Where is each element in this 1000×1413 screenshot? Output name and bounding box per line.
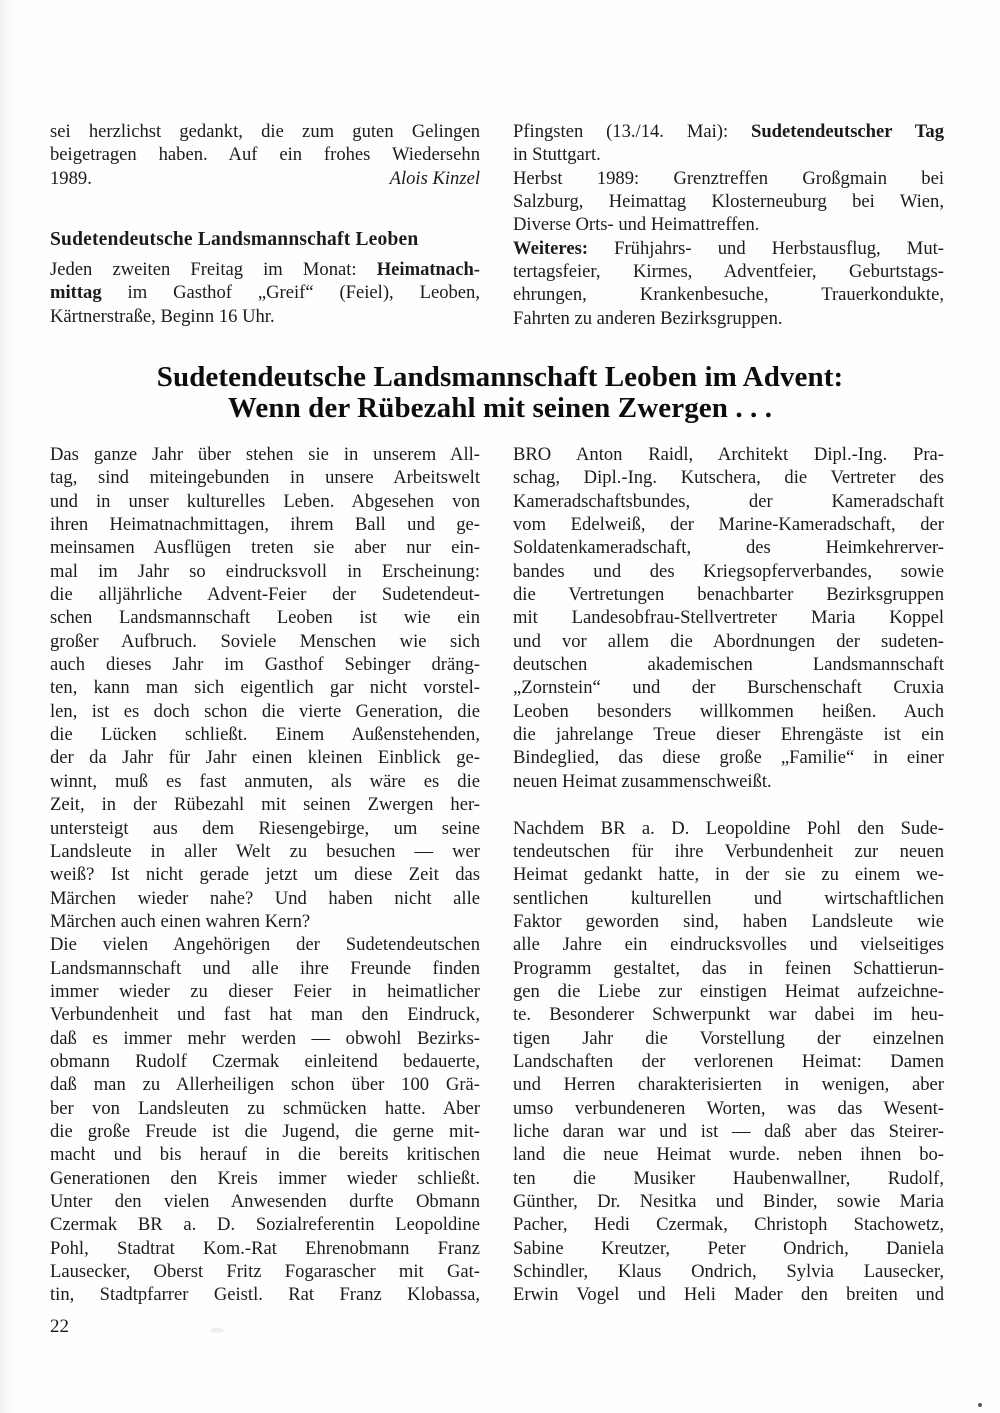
text-line: beigetragen haben. Auf ein frohes Wiedersehn xyxy=(50,144,480,166)
text-run: Jeden zweiten Freitag im Monat: xyxy=(50,259,377,280)
text-line: Das ganze Jahr über stehen sie in unserem All- xyxy=(50,444,480,465)
scan-artifact-left-band xyxy=(0,0,14,1413)
bold-text-run: Heimatnach- xyxy=(376,259,480,280)
text-line: ber von Landsleuten zu schmücken hatte. Aber xyxy=(50,1097,480,1119)
text-line: winnt, muß es fast anmuten, als wäre es die xyxy=(50,770,480,792)
text-line: obmann Rudolf Czermak einleitend bedauerte, xyxy=(50,1050,480,1072)
text-line xyxy=(50,167,480,190)
text-line: Märchen auch einen wahren Kern? xyxy=(50,910,311,932)
text-line xyxy=(50,258,480,281)
text-line: Soldatenkameradschaft, des Heimkehrerver- xyxy=(513,537,944,559)
text-run: Frühjahrs- und Herbstausflug, Mut- xyxy=(588,237,944,259)
text-line: schag, Dipl.-Ing. Kutschera, die Vertreter des xyxy=(513,467,944,489)
text-run: im Gasthof „Greif“ (Feiel), Leoben, xyxy=(101,282,480,304)
text-line: ehrungen, Krankenbesuche, Trauerkondukte, xyxy=(513,284,944,306)
text-line xyxy=(513,237,944,260)
text-line: te. Besonderer Schwerpunkt war dabei im heu- xyxy=(513,1004,944,1026)
text-line: immer wieder zu dieser Feier in heimatlicher xyxy=(50,980,480,1002)
bold-text-run: mittag xyxy=(50,282,102,304)
signature-name: Alois Kinzel xyxy=(389,167,480,189)
text-line: Landschaften der verlorenen Heimat: Damen xyxy=(513,1050,944,1072)
text-line: Bindeglied, das diese große „Familie“ in einer xyxy=(513,747,944,769)
text-line: ihren Heimatnachmittagen, ihrem Ball und ge- xyxy=(50,514,480,536)
text-line: Günther, Dr. Nesitka und Binder, sowie Maria xyxy=(513,1191,944,1212)
text-line: auch dieses Jahr im Gasthof Sebinger dräng- xyxy=(50,654,480,676)
text-line: Fahrten zu anderen Bezirksgruppen. xyxy=(513,307,783,329)
text-line xyxy=(513,120,944,143)
text-line: land die neue Heimat wurde. neben ihnen bo- xyxy=(513,1144,944,1166)
text-line: Erwin Vogel und Heli Mader den breiten und xyxy=(513,1284,944,1306)
text-line: und Herren charakterisierten in wenigen, aber xyxy=(513,1074,944,1096)
text-line: ten, kann man sich eigentlich gar nicht vorstel- xyxy=(50,677,480,699)
text-line: mit Landesobfrau-Stellvertreter Maria Koppel xyxy=(513,607,944,629)
text-line: meinsamen Ausflügen treten sie aber nur ein- xyxy=(50,537,480,559)
meeting-info-paragraph xyxy=(50,258,480,328)
text-line: die alljährliche Advent-Feier der Sudetendeut- xyxy=(50,584,480,606)
text-line: sentlichen kulturellen und wirtschaftlichen xyxy=(513,887,944,909)
text-line: Landsleute in aller Welt zu besuchen — wer xyxy=(50,840,480,862)
text-line: Nachdem BR a. D. Leopoldine Pohl den Sude- xyxy=(513,817,944,839)
text-line: der da Jahr für Jahr einen kleinen Einblick ge- xyxy=(50,747,480,769)
text-line: Pohl, Stadtrat Kom.-Rat Ehrenobmann Franz xyxy=(50,1237,480,1259)
text-line xyxy=(50,281,480,304)
text-line: ten die Musiker Haubenwallner, Rudolf, xyxy=(513,1167,944,1189)
text-line: die Lücken schließt. Einem Außenstehenden, xyxy=(50,724,480,746)
scan-artifact-smudge xyxy=(210,1328,224,1333)
text-line: weiß? Ist nicht gerade jetzt um diese Zeit das xyxy=(50,864,480,886)
text-line: untersteigt aus dem Riesengebirge, um seine xyxy=(50,817,480,839)
text-line: Landsmannschaft und alle ihre Freunde finden xyxy=(50,957,480,979)
page-number: 22 xyxy=(50,1316,69,1337)
text-line: Kameradschaftsbundes, der Kameradschaft xyxy=(513,490,944,512)
text-line: tendeutschen für ihre Verbundenheit zur neuen xyxy=(513,840,944,862)
text-line: tin, Stadtpfarrer Geistl. Rat Franz Klobassa, xyxy=(50,1284,480,1306)
text-line: Sabine Kreutzer, Peter Ondrich, Daniela xyxy=(513,1237,944,1259)
text-line: Pacher, Hedi Czermak, Christoph Stachowetz, xyxy=(513,1214,944,1236)
article-headline xyxy=(0,362,1000,424)
text-line: BRO Anton Raidl, Architekt Dipl.-Ing. Pra- xyxy=(513,444,944,465)
text-line: Diverse Orts- und Heimattreffen. xyxy=(513,214,760,236)
text-line: und vor allem die Abordnungen der sudeten- xyxy=(513,630,944,652)
text-line: Lausecker, Oberst Fritz Fogarascher mit Gat- xyxy=(50,1261,480,1283)
events-paragraph xyxy=(513,120,944,330)
text-line: gen die Liebe zur einstigen Heimat aufzeichne- xyxy=(513,980,944,1002)
text-line: die jahrelange Treue dieser Ehrengäste ist ein xyxy=(513,724,944,746)
closing-paragraph xyxy=(50,120,480,190)
text-line: Czermak BR a. D. Sozialreferentin Leopoldine xyxy=(50,1214,480,1236)
text-line: sei herzlichst gedankt, die zum guten Gelingen xyxy=(50,121,480,142)
article-headline-line1: Sudetendeutsche Landsmannschaft Leoben im Advent: xyxy=(156,361,844,393)
text-line: daß man zu Allerheiligen schon über 100 Grä- xyxy=(50,1074,480,1096)
text-line: Herbst 1989: Grenztreffen Großgmain bei xyxy=(513,167,944,189)
text-line: neuen Heimat zusammenschweißt. xyxy=(513,770,772,792)
text-line: die große Freude ist die Jugend, die gerne mit- xyxy=(50,1120,480,1142)
text-line: Leoben besonders willkommen heißen. Auch xyxy=(513,700,944,722)
text-line: Unter den vielen Anwesenden durfte Obmann xyxy=(50,1191,480,1212)
article-column-right xyxy=(513,443,944,1307)
bold-text-run: Weiteres: xyxy=(513,237,589,259)
text-line: Salzburg, Heimattag Klosterneuburg bei Wien, xyxy=(513,191,944,213)
article-column-left xyxy=(50,443,480,1307)
text-line: Die vielen Angehörigen der Sudetendeutschen xyxy=(50,934,480,956)
text-line: macht und bis herauf in die bereits kritischen xyxy=(50,1144,480,1166)
text-line: Generationen den Kreis immer wieder schließt. xyxy=(50,1167,480,1189)
text-line: „Zornstein“ und der Burschenschaft Cruxia xyxy=(513,677,944,699)
text-line: Verbundenheit und fast hat man den Eindruck, xyxy=(50,1004,480,1026)
text-line: len, ist es doch schon die vierte Generation, die xyxy=(50,700,480,722)
text-line: Märchen wieder nahe? Und haben nicht alle xyxy=(50,887,480,909)
bold-text-run: Sudetendeutscher Tag xyxy=(751,121,944,142)
text-line: deutschen akademischen Landsmannschaft xyxy=(513,654,944,676)
text-line: Faktor geworden sind, haben Landsleute wie xyxy=(513,910,944,932)
text-line: liche daran war und ist — daß aber das Steirer- xyxy=(513,1120,944,1142)
text-line: großer Aufbruch. Soviele Menschen wie sich xyxy=(50,630,480,652)
scan-artifact-speck xyxy=(978,1403,982,1407)
text-line: tertagsfeier, Kirmes, Adventfeier, Geburtstags- xyxy=(513,261,944,283)
text-line: Kärtnerstraße, Beginn 16 Uhr. xyxy=(50,305,275,327)
text-line: Schindler, Klaus Ondrich, Sylvia Lausecker, xyxy=(513,1261,944,1283)
text-line: schen Landsmannschaft Leoben ist wie ein xyxy=(50,607,480,629)
text-line: Zeit, in der Rübezahl mit seinen Zwergen her- xyxy=(50,794,480,816)
text-line: Heimat gedankt hatte, in der sie zu einem we- xyxy=(513,864,944,886)
text-line: tigen Jahr die Vorstellung der einzelnen xyxy=(513,1027,944,1049)
text-line: daß es immer mehr werden — obwohl Bezirks- xyxy=(50,1027,480,1049)
text-line: alle Jahre ein eindrucksvolles und vielseitiges xyxy=(513,934,944,956)
text-line: tag, sind miteingebunden in unsere Arbeitswelt xyxy=(50,467,480,489)
text-line: bandes und des Kriegsopferverbandes, sowie xyxy=(513,560,944,582)
text-line: mal im Jahr so eindrucksvoll in Erscheinung: xyxy=(50,560,480,582)
text-line: in Stuttgart. xyxy=(513,144,601,166)
article-headline-line2: Wenn der Rübezahl mit seinen Zwergen . . . xyxy=(227,392,773,424)
section-heading-landsmannschaft: Sudetendeutsche Landsmannschaft Leoben xyxy=(50,229,419,250)
text-run: Pfingsten (13./14. Mai): xyxy=(513,121,751,142)
text-line: und in unser kulturelles Leben. Abgesehen von xyxy=(50,490,480,512)
text-line: umso verbundeneren Worten, was das Wesent- xyxy=(513,1097,944,1119)
signature-date: 1989. xyxy=(50,167,92,189)
text-line: Programm gestaltet, das in feinen Schattierun- xyxy=(513,957,944,979)
text-line: die Vertretungen benachbarter Bezirksgruppen xyxy=(513,584,944,606)
text-line: vom Edelweiß, der Marine-Kameradschaft, der xyxy=(513,514,944,536)
